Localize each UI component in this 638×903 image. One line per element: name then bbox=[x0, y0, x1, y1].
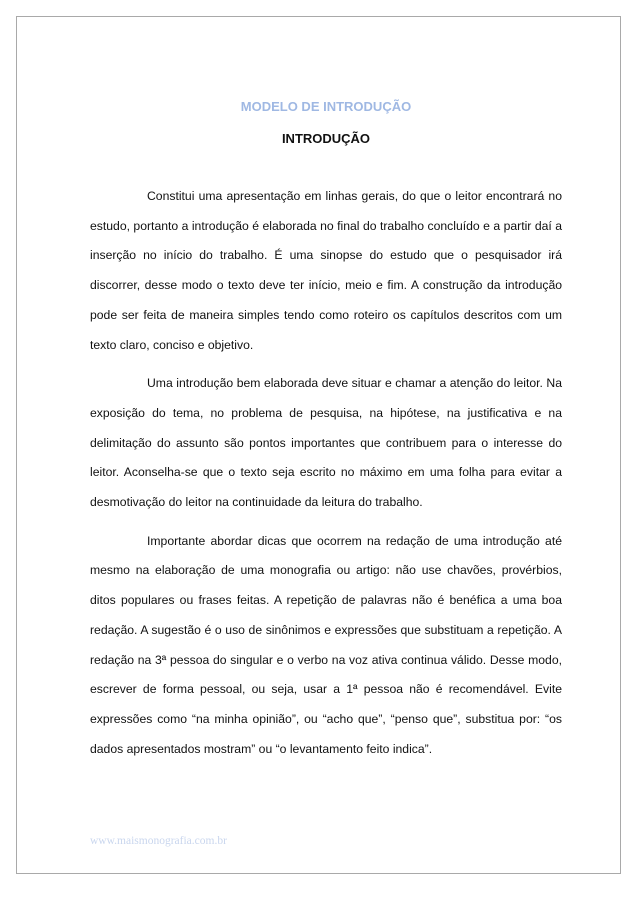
model-title: MODELO DE INTRODUÇÃO bbox=[240, 99, 412, 114]
section-title: INTRODUÇÃO bbox=[281, 131, 371, 146]
paragraph-1: Constitui uma apresentação em linhas gerais, do que o leitor encontrará no estudo, portanto a introdução é elaborada no final do trabalho concluído e a partir daí a inserção no início do trabalho. É uma sinopse do estudo que o pesquisador irá discorrer, desse modo o texto deve ter início, meio e fim. A construção da introdução pode ser feita de maneira simples tendo como roteiro os capítulos descritos com um texto claro, conciso e objetivo. bbox=[90, 189, 562, 352]
body-text bbox=[90, 182, 562, 773]
footer-watermark-url: www.maismonografia.com.br bbox=[90, 835, 227, 847]
document-page bbox=[16, 16, 621, 874]
paragraph-3: Importante abordar dicas que ocorrem na redação de uma introdução até mesmo na elaboração de uma monografia ou artigo: não use chavões, provérbios, ditos populares ou frases feitas. A repetição de palavras não é benéfica a uma boa redação. A sugestão é o uso de sinônimos e expressões que substituam a repetição. A redação na 3ª pessoa do singular e o verbo na voz ativa continua válido. Desse modo, escrever de forma pessoal, ou seja, usar a 1ª pessoa não é recomendável. Evite expressões como “na minha opinião”, ou “acho que”, “penso que”, substitua por: “os dados apresentados mostram” ou “o levantamento feito indica”. bbox=[90, 533, 562, 756]
paragraph-2: Uma introdução bem elaborada deve situar e chamar a atenção do leitor. Na exposição do tema, no problema de pesquisa, na hipótese, na justificativa e na delimitação do assunto são pontos importantes que contribuem para o interesse do leitor. Aconselha-se que o texto seja escrito no máximo em uma folha para evitar a desmotivação do leitor na continuidade da leitura do trabalho. bbox=[90, 376, 562, 510]
